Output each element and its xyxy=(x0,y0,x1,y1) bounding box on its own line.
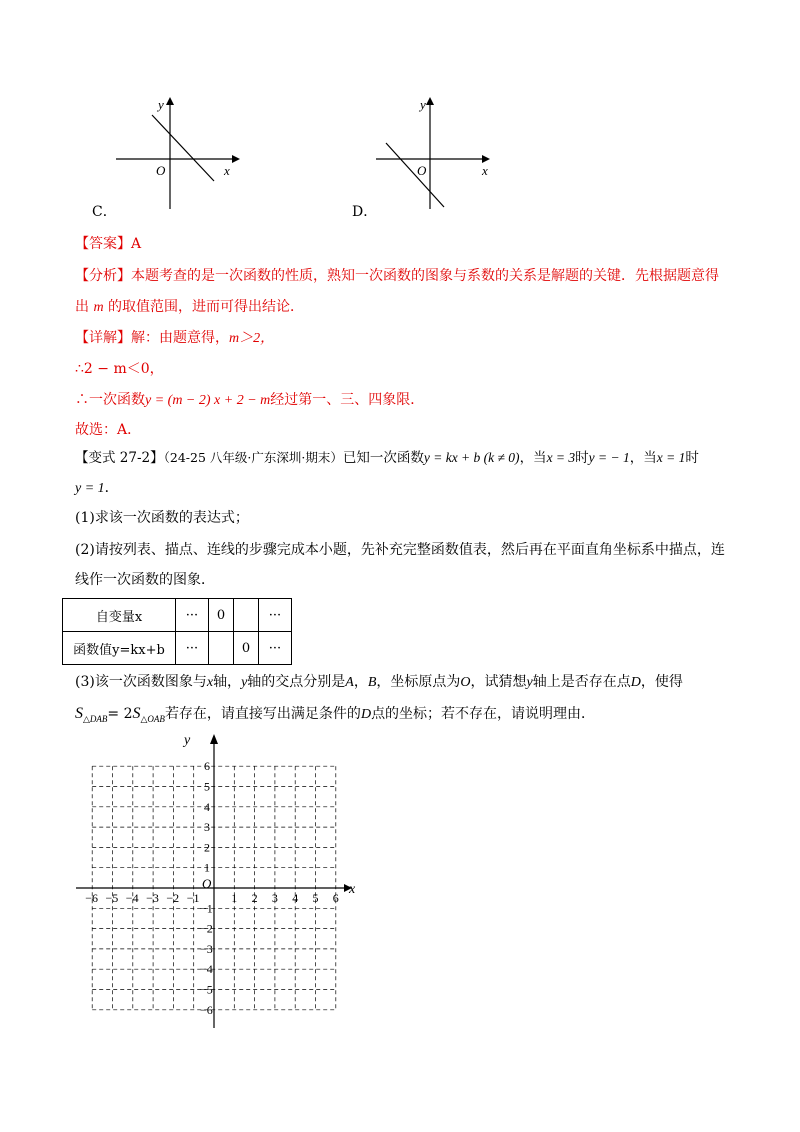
coordinate-grid[interactable] xyxy=(70,728,370,1038)
q3-sub-1: △DAB xyxy=(83,713,108,724)
grid-x-tick-label: −1 xyxy=(186,891,200,905)
option-c-origin: O xyxy=(156,163,166,178)
detail-math-3: y = (m − 2) x + 2 − m xyxy=(145,393,271,408)
q3-text-f: 轴上是否存在点 xyxy=(532,674,631,690)
variant-eq-2: x = 3 xyxy=(546,450,576,465)
grid-y-arrow xyxy=(210,734,218,744)
variant-line-2 xyxy=(75,478,119,499)
grid-y-tick-label: 6 xyxy=(204,759,210,774)
analysis-text-2a: 出 xyxy=(75,299,89,315)
grid-y-label: y xyxy=(184,733,191,748)
analysis-text-2b: 的取值范围，进而可得出结论． xyxy=(108,299,305,315)
variant-eq-5: y = 1 xyxy=(75,481,105,496)
option-c-y-label: y xyxy=(158,97,164,112)
option-c-graph xyxy=(110,95,245,215)
answer-line xyxy=(75,234,141,254)
grid-x-tick-label: −6 xyxy=(85,891,98,905)
option-d-y-label: y xyxy=(420,97,426,112)
q3-var-x: x xyxy=(206,675,214,690)
detail-math-1: m＞2， xyxy=(229,331,275,346)
option-c-label[interactable]: C． xyxy=(92,204,117,220)
detail-label: 【详解】 xyxy=(75,330,131,346)
analysis-text-1: 本题考查的是一次函数的性质，熟知一次函数的图象与系数的关系是解题的关键．先根据题意得 xyxy=(131,268,719,284)
variant-eq-3: y = − 1 xyxy=(588,450,630,465)
q3-text-i: 点的坐标；若不存在，请说明理由． xyxy=(371,706,596,722)
q3-var-d2: D xyxy=(360,707,372,722)
detail-text-3b: 经过第一、三、四象限． xyxy=(270,392,425,408)
grid-y-tick-label: −3 xyxy=(200,941,213,956)
q3-var-b: B xyxy=(367,675,377,690)
answer-label: 【答案】 xyxy=(75,236,131,252)
option-d-origin: O xyxy=(417,163,427,178)
q3-var-s1: S xyxy=(75,705,83,722)
table-cell[interactable] xyxy=(209,632,234,665)
grid-y-tick-label: −4 xyxy=(200,962,213,977)
grid-x-tick-label: 5 xyxy=(312,891,319,905)
question-3-line-1 xyxy=(75,672,683,693)
analysis-line-2 xyxy=(75,297,304,318)
option-d-x-label: x xyxy=(482,163,488,178)
analysis-line-1 xyxy=(75,266,719,286)
grid-x-tick-label: 3 xyxy=(271,891,278,905)
grid-y-tick-label: −5 xyxy=(200,982,213,997)
option-d-line xyxy=(386,143,444,207)
q3-var-d: D xyxy=(630,675,641,690)
q3-var-s2: S xyxy=(132,705,141,722)
grid-x-tick-label: −5 xyxy=(105,891,119,905)
q3-text-d: ，坐标原点为 xyxy=(376,674,461,690)
table-row xyxy=(63,632,292,665)
q3-comma: ， xyxy=(353,674,368,690)
q3-text-c: 轴的交点分别是 xyxy=(247,674,346,690)
grid-y-tick-label: −2 xyxy=(200,921,213,936)
option-c-x-arrow xyxy=(232,155,240,163)
grid-x-label: x xyxy=(349,882,356,897)
analysis-label: 【分析】 xyxy=(75,268,131,284)
q3-var-y2: y xyxy=(526,675,533,690)
variant-text-d: ，当 xyxy=(629,450,657,466)
q3-var-o: O xyxy=(460,675,471,690)
q3-text-g: ，使得 xyxy=(640,674,683,690)
grid-y-tick-label: 3 xyxy=(204,820,210,835)
option-c-x-label: x xyxy=(224,163,230,178)
grid-x-tick-label: −4 xyxy=(125,891,139,905)
detail-line-4: 故选：A． xyxy=(75,422,142,438)
grid-x-tick-label: 6 xyxy=(332,891,339,905)
variant-text-e: 时 xyxy=(685,450,699,466)
q3-var-a: A xyxy=(345,675,354,690)
answer-value: A xyxy=(131,236,142,252)
detail-line-1 xyxy=(75,328,274,349)
grid-y-tick-label: −1 xyxy=(200,901,213,916)
table-cell: 函数值y=kx+b xyxy=(63,632,176,665)
detail-line-2: ∴2 − m＜0， xyxy=(75,361,164,377)
detail-line-3 xyxy=(75,390,424,411)
grid-y-tick-label: 5 xyxy=(204,779,210,794)
option-c-y-arrow xyxy=(166,97,174,105)
detail-text-1: 解：由题意得， xyxy=(131,330,229,346)
table-cell[interactable]: 0 xyxy=(209,599,234,632)
option-d-x-arrow xyxy=(482,155,490,163)
table-row xyxy=(63,599,292,632)
question-2-line-1: (2)请按列表、描点、连线的步骤完成本小题，先补充完整函数值表，然后再在平面直角坐标系中描点，连 xyxy=(75,542,725,558)
q3-text-a: (3)该一次函数图象与 xyxy=(75,674,207,690)
q3-eq: = 2 xyxy=(107,706,133,722)
variant-text-a: 已知一次函数 xyxy=(342,450,424,466)
grid-y-tick-label: 4 xyxy=(204,799,210,814)
variant-tag: 【变式 27-2】 xyxy=(75,450,164,466)
value-table xyxy=(62,598,292,665)
grid-x-tick-label: 2 xyxy=(251,891,258,905)
variant-text-c: 时 xyxy=(575,450,589,466)
option-d-y-arrow xyxy=(426,97,434,105)
variant-line-1 xyxy=(75,448,699,468)
q3-text-b: 轴， xyxy=(213,674,242,690)
table-cell[interactable]: 0 xyxy=(234,632,259,665)
grid-x-tick-label: 4 xyxy=(292,891,299,905)
q3-text-h: 若存在，请直接写出满足条件的 xyxy=(164,706,361,722)
q3-text-e: ，试猜想 xyxy=(470,674,527,690)
grid-x-tick-label: −3 xyxy=(146,891,159,905)
option-d-label[interactable]: D． xyxy=(352,204,378,220)
table-cell: ··· xyxy=(259,632,292,665)
variant-source: （24-25 八年级·广东深圳·期末） xyxy=(163,450,343,465)
question-1: (1)求该一次函数的表达式； xyxy=(75,510,249,526)
table-cell: 自变量x xyxy=(63,599,176,632)
grid-x-tick-label: −2 xyxy=(166,891,180,905)
option-d-graph xyxy=(370,95,505,215)
variant-eq-4: x = 1 xyxy=(656,450,686,465)
analysis-var-m: m xyxy=(93,300,104,315)
question-3-line-2 xyxy=(75,704,595,729)
table-cell[interactable] xyxy=(234,599,259,632)
table-cell: ··· xyxy=(176,632,209,665)
q3-var-y: y xyxy=(241,675,248,690)
grid-y-tick-label: 1 xyxy=(204,860,210,875)
variant-eq-1: y = kx + b (k ≠ 0) xyxy=(423,450,520,465)
q3-sub-2: △OAB xyxy=(140,713,165,724)
grid-y-tick-label: −6 xyxy=(200,1002,213,1017)
grid-origin: O xyxy=(202,876,212,891)
variant-text-f: ． xyxy=(104,480,119,496)
question-2-line-2: 线作一次函数的图象． xyxy=(75,572,215,588)
detail-text-3a: ∴一次函数 xyxy=(75,392,145,408)
table-cell: ··· xyxy=(176,599,209,632)
variant-text-b: ，当 xyxy=(519,450,547,466)
table-cell: ··· xyxy=(259,599,292,632)
grid-y-tick-label: 2 xyxy=(204,840,210,855)
grid-x-tick-label: 1 xyxy=(231,891,238,905)
